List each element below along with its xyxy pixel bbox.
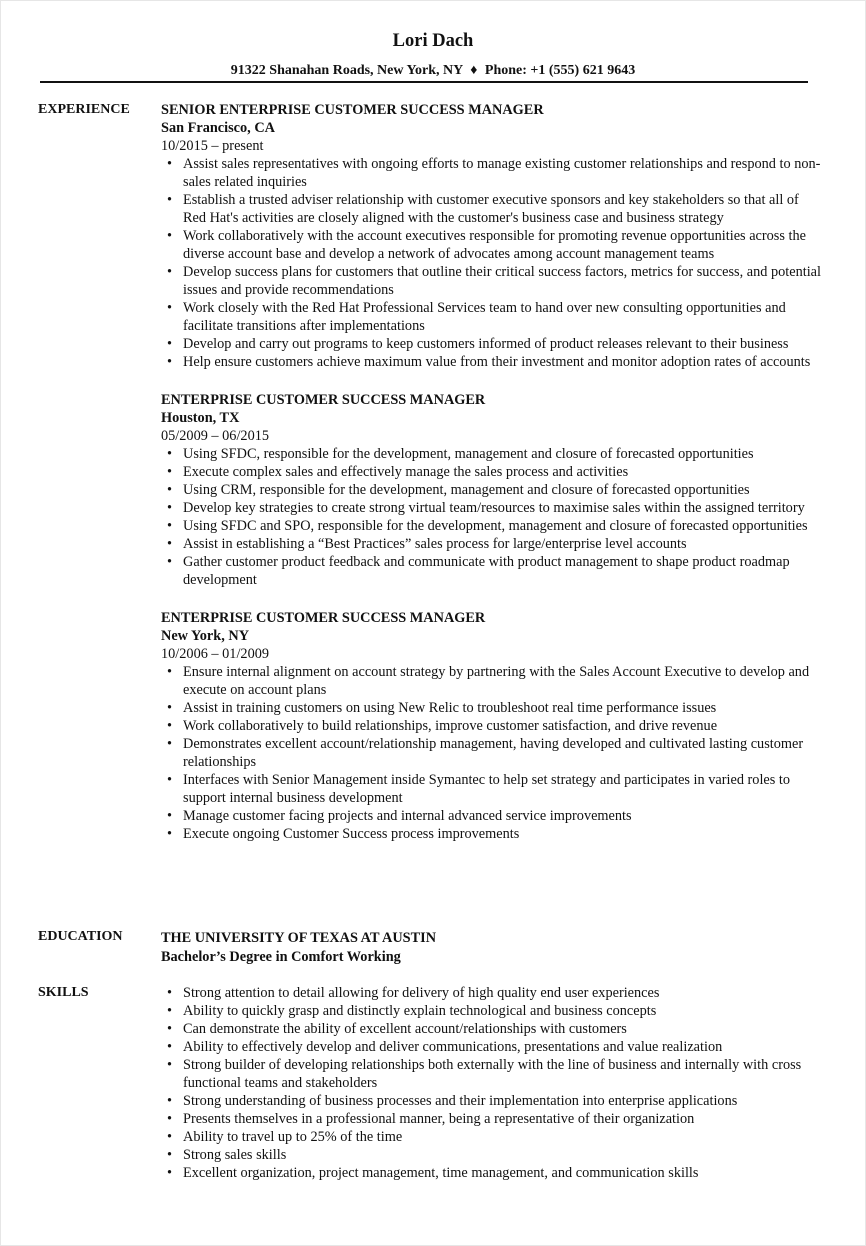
skill-item: • Strong attention to detail allowing for delivery of high quality end user experiences bbox=[161, 984, 821, 1002]
skill-item: • Strong builder of developing relationships both externally with the line of business and internally with cross functional teams and stakeholders bbox=[161, 1056, 821, 1092]
job-location: Houston, TX bbox=[161, 410, 240, 426]
job-entry bbox=[161, 391, 821, 589]
skill-item: • Can demonstrate the ability of excellent account/relationships with customers bbox=[161, 1020, 821, 1038]
bullet-item: • Assist in establishing a “Best Practices” sales process for large/enterprise level accounts bbox=[161, 535, 821, 553]
bullet-item: • Using SFDC, responsible for the development, management and closure of forecasted opportunities bbox=[161, 445, 821, 463]
job-bullets bbox=[161, 155, 821, 371]
bullet-item: • Gather customer product feedback and communicate with product management to shape product roadmap development bbox=[161, 553, 821, 589]
job-dates: 10/2006 – 01/2009 bbox=[161, 646, 270, 662]
job-entry bbox=[161, 101, 821, 371]
school-name: THE UNIVERSITY OF TEXAS AT AUSTIN bbox=[161, 930, 437, 946]
job-title: ENTERPRISE CUSTOMER SUCCESS MANAGER bbox=[161, 610, 486, 626]
phone: Phone: +1 (555) 621 9643 bbox=[484, 63, 636, 78]
skill-item: • Ability to travel up to 25% of the time bbox=[161, 1128, 821, 1146]
skill-item: • Strong understanding of business processes and their implementation into enterprise applications bbox=[161, 1092, 821, 1110]
bullet-item: • Develop success plans for customers that outline their critical success factors, metrics for success, and potential issues and provide recommendations bbox=[161, 263, 821, 299]
job-bullets bbox=[161, 663, 821, 843]
job-location: New York, NY bbox=[161, 628, 250, 644]
bullet-item: • Work collaboratively to build relationships, improve customer satisfaction, and drive revenue bbox=[161, 717, 821, 735]
education-body bbox=[161, 928, 821, 966]
candidate-name: Lori Dach bbox=[392, 31, 474, 51]
skills-list bbox=[161, 984, 821, 1182]
bullet-item: • Demonstrates excellent account/relationship management, having developed and cultivated lasting customer relationships bbox=[161, 735, 821, 771]
skills-body bbox=[161, 984, 821, 1182]
job-dates: 05/2009 – 06/2015 bbox=[161, 428, 270, 444]
bullet-item: • Establish a trusted adviser relationship with customer executive sponsors and key stakeholders so that all of Red Hat's activities are closely aligned with the customer's business case and business strategy bbox=[161, 191, 821, 227]
bullet-item: • Assist in training customers on using New Relic to troubleshoot real time performance issues bbox=[161, 699, 821, 717]
degree: Bachelor’s Degree in Comfort Working bbox=[161, 949, 401, 965]
bullet-item: • Using SFDC and SPO, responsible for the development, management and closure of forecasted opportunities bbox=[161, 517, 821, 535]
bullet-item: • Manage customer facing projects and internal advanced service improvements bbox=[161, 807, 821, 825]
bullet-item: • Develop and carry out programs to keep customers informed of product releases relevant to their business bbox=[161, 335, 821, 353]
address: 91322 Shanahan Roads, New York, NY bbox=[230, 63, 463, 78]
job-title: SENIOR ENTERPRISE CUSTOMER SUCCESS MANAGER bbox=[161, 102, 544, 118]
experience-body bbox=[161, 101, 821, 863]
bullet-item: • Using CRM, responsible for the development, management and closure of forecasted opportunities bbox=[161, 481, 821, 499]
bullet-item: • Help ensure customers achieve maximum value from their investment and monitor adoption rates of accounts bbox=[161, 353, 821, 371]
section-label-experience: EXPERIENCE bbox=[38, 102, 130, 117]
bullet-item: • Develop key strategies to create strong virtual team/resources to maximise sales within the assigned territory bbox=[161, 499, 821, 517]
job-entry bbox=[161, 609, 821, 843]
section-label-skills: SKILLS bbox=[38, 985, 89, 1000]
bullet-item: • Execute complex sales and effectively manage the sales process and activities bbox=[161, 463, 821, 481]
header-divider bbox=[40, 81, 808, 83]
skill-item: • Ability to effectively develop and deliver communications, presentations and value realization bbox=[161, 1038, 821, 1056]
diamond-separator-icon: ♦ bbox=[470, 63, 478, 78]
skill-item: • Strong sales skills bbox=[161, 1146, 821, 1164]
skill-item: • Excellent organization, project management, time management, and communication skills bbox=[161, 1164, 821, 1182]
job-location: San Francisco, CA bbox=[161, 120, 275, 136]
contact-line bbox=[0, 62, 866, 80]
job-bullets bbox=[161, 445, 821, 589]
bullet-item: • Interfaces with Senior Management inside Symantec to help set strategy and participates in varied roles to support internal business development bbox=[161, 771, 821, 807]
bullet-item: • Work collaboratively with the account executives responsible for promoting revenue opportunities across the diverse account base and develop a network of advocates among account management teams bbox=[161, 227, 821, 263]
bullet-item: • Assist sales representatives with ongoing efforts to manage existing customer relationships and respond to non-sales related inquiries bbox=[161, 155, 821, 191]
skill-item: • Presents themselves in a professional manner, being a representative of their organization bbox=[161, 1110, 821, 1128]
job-title: ENTERPRISE CUSTOMER SUCCESS MANAGER bbox=[161, 392, 486, 408]
bullet-item: • Execute ongoing Customer Success process improvements bbox=[161, 825, 821, 843]
skill-item: • Ability to quickly grasp and distinctly explain technological and business concepts bbox=[161, 1002, 821, 1020]
section-label-education: EDUCATION bbox=[38, 929, 123, 944]
bullet-item: • Work closely with the Red Hat Professional Services team to hand over new consulting opportunities and facilitate transitions after implementations bbox=[161, 299, 821, 335]
bullet-item: • Ensure internal alignment on account strategy by partnering with the Sales Account Executive to develop and execute on account plans bbox=[161, 663, 821, 699]
job-dates: 10/2015 – present bbox=[161, 138, 264, 154]
